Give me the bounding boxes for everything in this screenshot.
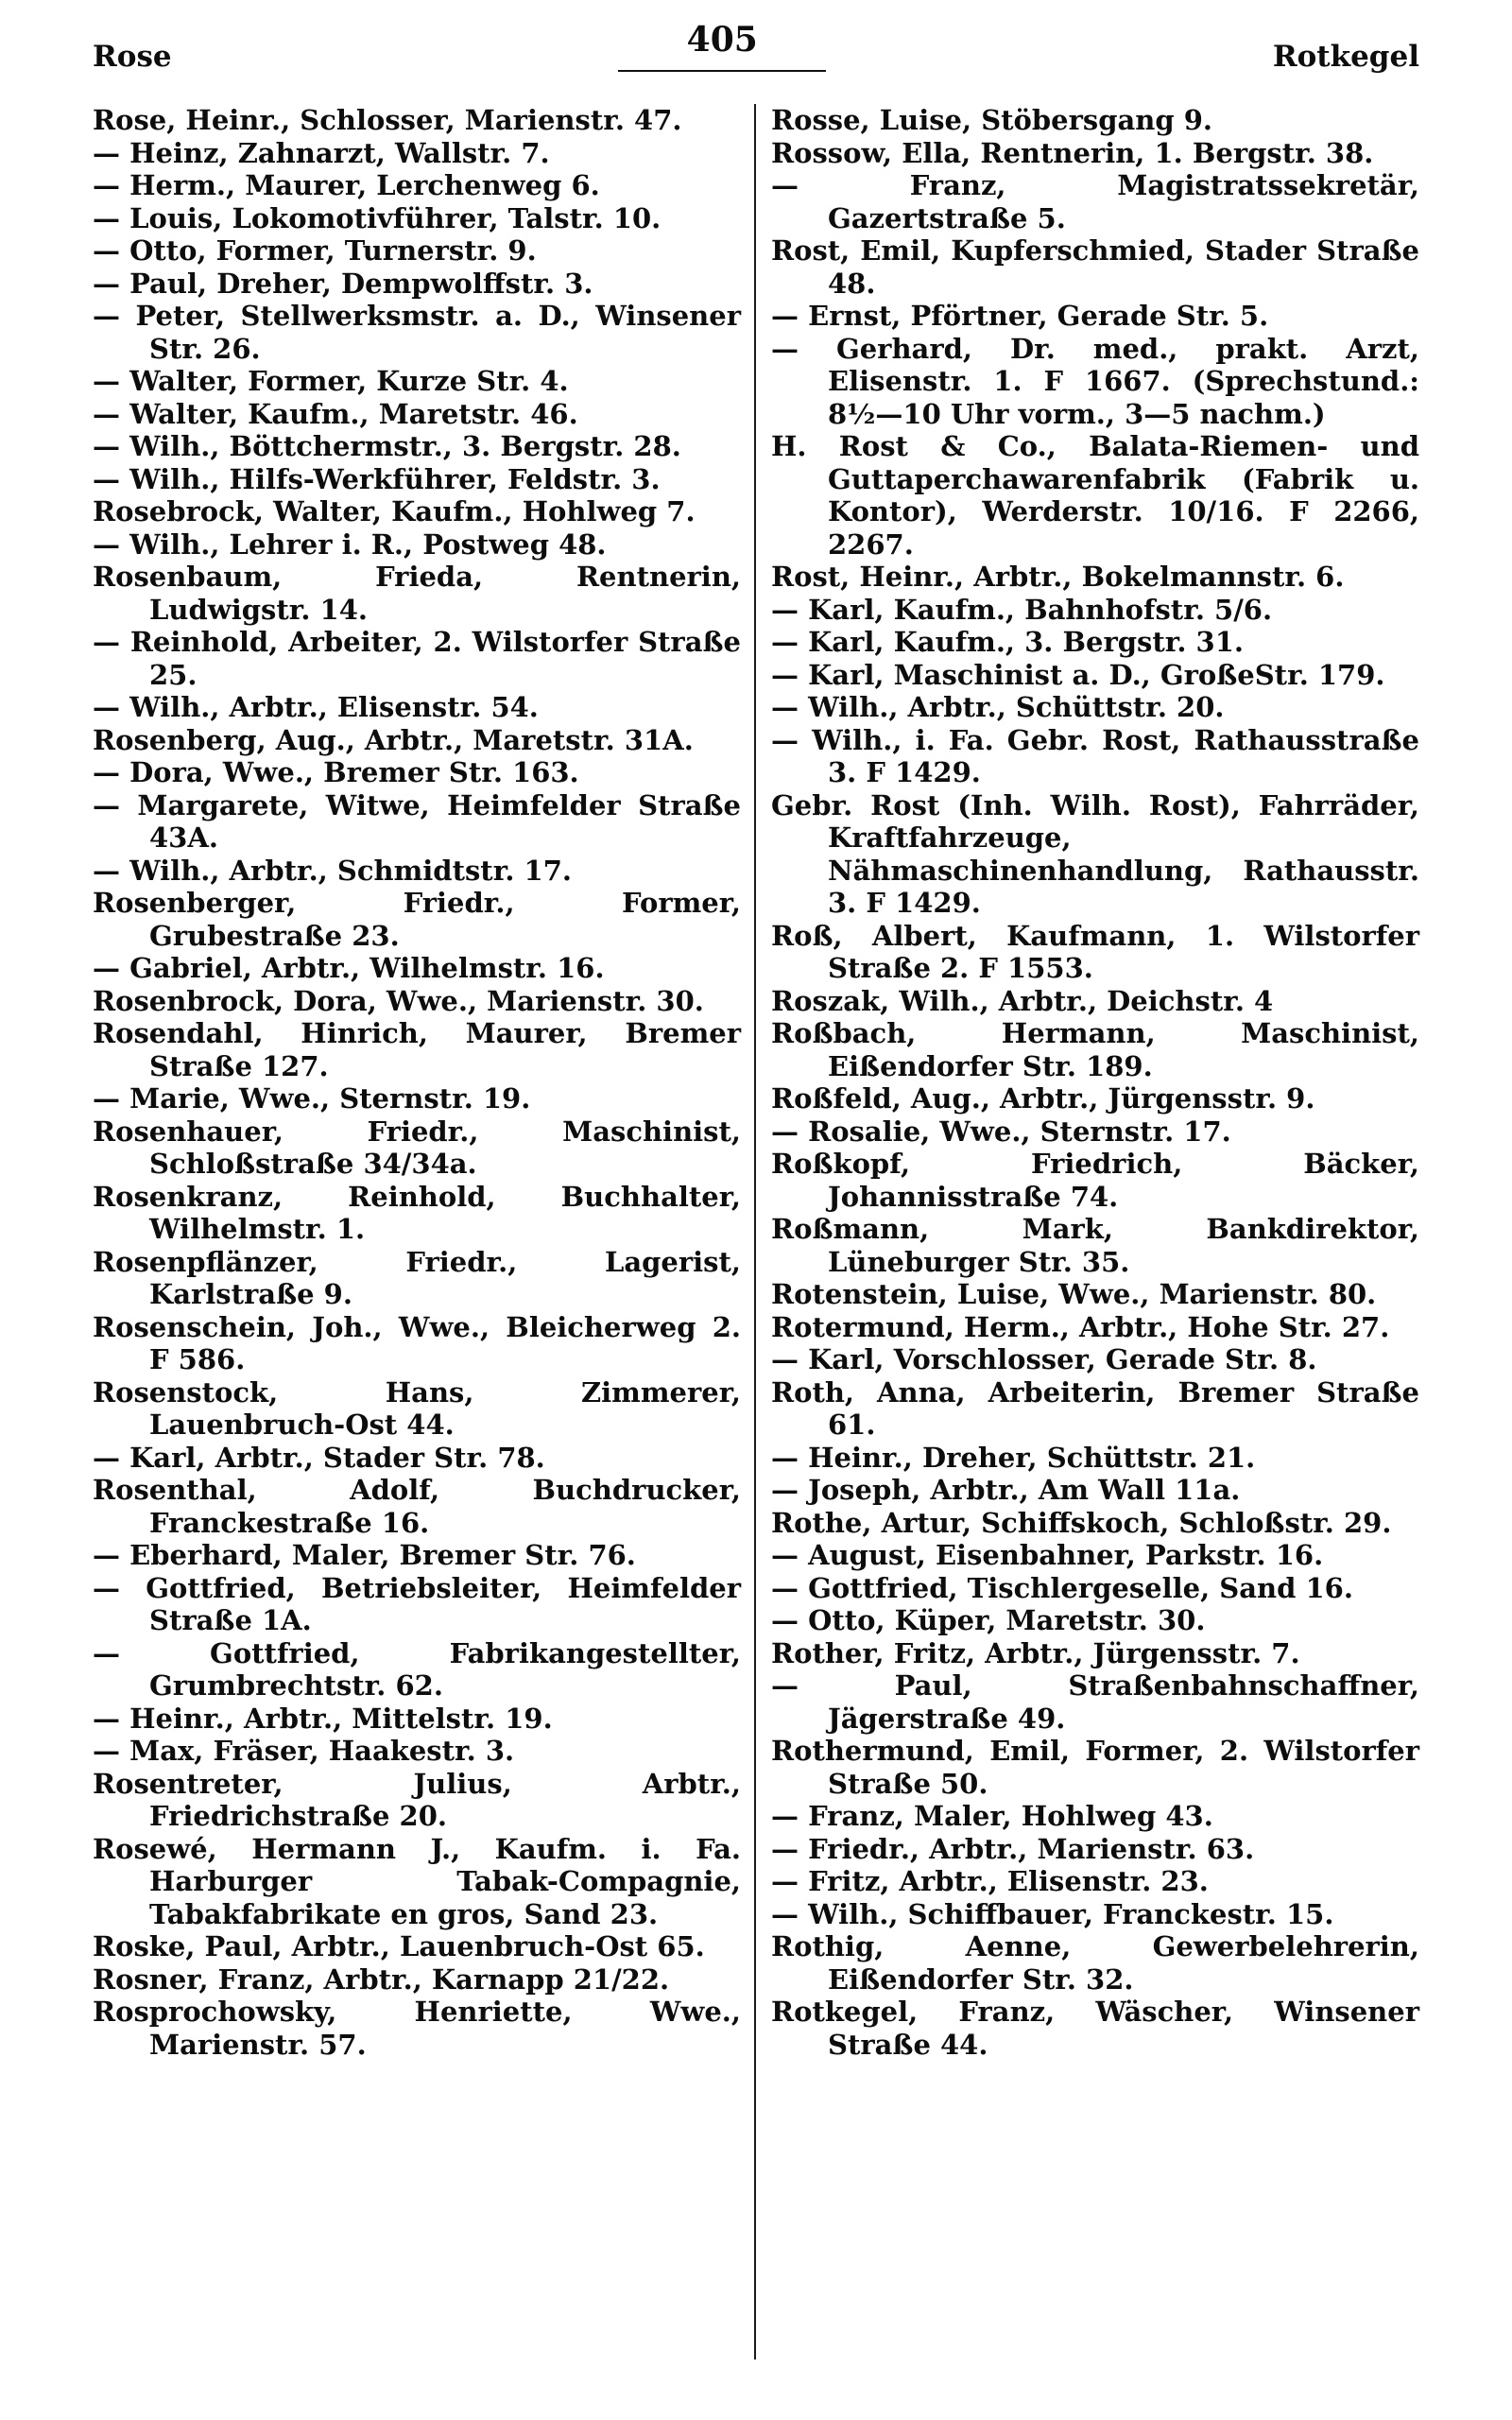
directory-entry: Rotenstein, Luise, Wwe., Marienstr. 80. [771, 1278, 1377, 1310]
directory-entry: — Wilh., Hilfs-Werkführer, Feldstr. 3. [93, 462, 661, 495]
directory-entry: — Peter, Stellwerksmstr. a. D., Winsener Str. 26. [93, 300, 741, 365]
directory-entry: — Dora, Wwe., Bremer Str. 163. [93, 756, 579, 788]
directory-entry: Rosenschein, Joh., Wwe., Bleicherweg 2. F 586. [93, 1310, 741, 1375]
directory-entry: — Heinr., Arbtr., Mittelstr. 19. [93, 1702, 553, 1735]
directory-entry: Rosse, Luise, Stöbersgang 9. [771, 104, 1213, 136]
directory-entry: Rother, Fritz, Arbtr., Jürgensstr. 7. [771, 1636, 1300, 1669]
directory-entry: Rotermund, Herm., Arbtr., Hohe Str. 27. [771, 1310, 1390, 1343]
directory-entry: Rosenthal, Adolf, Buchdrucker, Franckestraße 16. [93, 1474, 741, 1539]
directory-entry: — Ernst, Pförtner, Gerade Str. 5. [771, 300, 1269, 332]
running-head [93, 21, 1419, 78]
directory-entry: — Heinz, Zahnarzt, Wallstr. 7. [93, 136, 550, 169]
directory-entry: Rossow, Ella, Rentnerin, 1. Bergstr. 38. [771, 136, 1374, 169]
directory-entry: Rosenbaum, Frieda, Rentnerin, Ludwigstr. 14. [93, 561, 741, 626]
directory-entry: — Wilh., Arbtr., Schüttstr. 20. [771, 691, 1225, 723]
directory-entry: — Gottfried, Betriebsleiter, Heimfelder Straße 1A. [93, 1571, 741, 1636]
directory-entry: Rosenhauer, Friedr., Maschinist, Schloßstraße 34/34a. [93, 1115, 741, 1180]
directory-entry: — Walter, Former, Kurze Str. 4. [93, 365, 569, 397]
directory-entry: — Paul, Dreher, Dempwolffstr. 3. [93, 267, 593, 300]
directory-entry: — Wilh., Lehrer i. R., Postweg 48. [93, 527, 607, 561]
directory-entry: — Fritz, Arbtr., Elisenstr. 23. [771, 1865, 1209, 1897]
directory-entry: Roßkopf, Friedrich, Bäcker, Johannisstraße 74. [771, 1148, 1419, 1213]
right-column [756, 104, 1419, 2360]
directory-entry: — Gottfried, Fabrikangestellter, Grumbrechtstr. 62. [93, 1636, 741, 1702]
directory-entry: Rosenkranz, Reinhold, Buchhalter, Wilhelmstr. 1. [93, 1180, 741, 1245]
directory-entry: — Otto, Former, Turnerstr. 9. [93, 234, 537, 267]
directory-entry: — Rosalie, Wwe., Sternstr. 17. [771, 1115, 1231, 1148]
directory-entry: — Franz, Maler, Hohlweg 43. [771, 1800, 1213, 1832]
directory-entry: Rothe, Artur, Schiffskoch, Schloßstr. 29. [771, 1506, 1392, 1539]
directory-entry: Rost, Heinr., Arbtr., Bokelmannstr. 6. [771, 561, 1345, 593]
directory-entry: — Margarete, Witwe, Heimfelder Straße 43A. [93, 788, 741, 854]
directory-entry: Gebr. Rost (Inh. Wilh. Rost), Fahrräder, Kraftfahrzeuge, Nähmaschinenhandlung, Rathausstr. 3. F 1429. [771, 788, 1419, 919]
page-number-block [618, 21, 826, 72]
directory-entry: Rosebrock, Walter, Kaufm., Hohlweg 7. [93, 495, 696, 527]
directory-entry: — Max, Fräser, Haakestr. 3. [93, 1735, 515, 1767]
directory-entry: Rosendahl, Hinrich, Maurer, Bremer Straße 127. [93, 1017, 741, 1082]
directory-entry: — Friedr., Arbtr., Marienstr. 63. [771, 1832, 1255, 1865]
directory-entry: — Franz, Magistratssekretär, Gazertstraße 5. [771, 169, 1419, 234]
directory-entry: — Wilh., Arbtr., Schmidtstr. 17. [93, 854, 572, 887]
directory-entry: Rosner, Franz, Arbtr., Karnapp 21/22. [93, 1962, 670, 1996]
directory-entry: — Wilh., Schiffbauer, Franckestr. 15. [771, 1897, 1334, 1930]
directory-entry: — Wilh., Böttchermstr., 3. Bergstr. 28. [93, 430, 681, 462]
directory-entry: Roske, Paul, Arbtr., Lauenbruch-Ost 65. [93, 1930, 705, 1962]
directory-entry: Roszak, Wilh., Arbtr., Deichstr. 4 [771, 984, 1274, 1017]
directory-entry: Rothermund, Emil, Former, 2. Wilstorfer Straße 50. [771, 1735, 1419, 1800]
directory-entry: — Walter, Kaufm., Maretstr. 46. [93, 397, 578, 430]
directory-entry: Rosenberg, Aug., Arbtr., Maretstr. 31A. [93, 723, 694, 756]
header-right-keyword: Rotkegel [1272, 40, 1419, 74]
directory-entry: Rosewé, Hermann J., Kaufm. i. Fa. Harburger Tabak-Compagnie, Tabakfabrikate en gros, Sand 23. [93, 1832, 741, 1930]
directory-entry: — Karl, Maschinist a. D., GroßeStr. 179. [771, 658, 1385, 691]
directory-entry: — Karl, Vorschlosser, Gerade Str. 8. [771, 1343, 1317, 1375]
directory-entry: — Heinr., Dreher, Schüttstr. 21. [771, 1441, 1256, 1474]
directory-entry: Roth, Anna, Arbeiterin, Bremer Straße 61. [771, 1375, 1419, 1441]
page-number: 405 [686, 20, 758, 60]
directory-entry: Rosenberger, Friedr., Former, Grubestraße 23. [93, 887, 741, 952]
directory-entry: — Gabriel, Arbtr., Wilhelmstr. 16. [93, 952, 605, 984]
directory-entry: — Eberhard, Maler, Bremer Str. 76. [93, 1539, 636, 1571]
directory-entry: Rose, Heinr., Schlosser, Marienstr. 47. [93, 104, 682, 136]
directory-entry: Roß, Albert, Kaufmann, 1. Wilstorfer Straße 2. F 1553. [771, 919, 1419, 984]
directory-entry: Rosprochowsky, Henriette, Wwe., Marienstr. 57. [93, 1996, 741, 2061]
directory-entry: — Gerhard, Dr. med., prakt. Arzt, Elisenstr. 1. F 1667. (Sprechstund.: 8½—10 Uhr vorm., 3—5 nachm.) [771, 332, 1419, 430]
directory-entry: — Karl, Arbtr., Stader Str. 78. [93, 1441, 545, 1474]
left-column [93, 104, 754, 2360]
directory-entry: Rost, Emil, Kupferschmied, Stader Straße 48. [771, 234, 1419, 300]
directory-entry: — Otto, Küper, Maretstr. 30. [771, 1604, 1206, 1636]
directory-entry: — Wilh., Arbtr., Elisenstr. 54. [93, 691, 539, 723]
directory-entry: — Karl, Kaufm., Bahnhofstr. 5/6. [771, 593, 1273, 626]
directory-entry: Rothig, Aenne, Gewerbelehrerin, Eißendorfer Str. 32. [771, 1930, 1419, 1996]
header-left-keyword: Rose [93, 40, 172, 74]
directory-entry: — Paul, Straßenbahnschaffner, Jägerstraße 49. [771, 1669, 1419, 1735]
directory-entry: Rosentreter, Julius, Arbtr., Friedrichstraße 20. [93, 1767, 741, 1832]
directory-entry: — Reinhold, Arbeiter, 2. Wilstorfer Straße 25. [93, 626, 741, 691]
header-rule [618, 70, 826, 72]
directory-entry: — Louis, Lokomotivführer, Talstr. 10. [93, 201, 662, 234]
directory-entry: Roßmann, Mark, Bankdirektor, Lüneburger Str. 35. [771, 1213, 1419, 1278]
directory-entry: — Wilh., i. Fa. Gebr. Rost, Rathausstraße 3. F 1429. [771, 723, 1419, 788]
directory-entry: — Joseph, Arbtr., Am Wall 11a. [771, 1474, 1241, 1506]
directory-entry: Roßfeld, Aug., Arbtr., Jürgensstr. 9. [771, 1082, 1315, 1115]
directory-entry: — August, Eisenbahner, Parkstr. 16. [771, 1539, 1324, 1571]
directory-entry: Roßbach, Hermann, Maschinist, Eißendorfer Str. 189. [771, 1017, 1419, 1082]
directory-entry: H. Rost & Co., Balata-Riemen- und Guttaperchawarenfabrik (Fabrik u. Kontor), Werderstr. 10/16. F 2266, 2267. [771, 430, 1419, 561]
directory-entry: Rosenbrock, Dora, Wwe., Marienstr. 30. [93, 984, 704, 1017]
directory-entry: Rosenpflänzer, Friedr., Lagerist, Karlstraße 9. [93, 1245, 741, 1310]
directory-columns [93, 104, 1419, 2360]
directory-entry: — Marie, Wwe., Sternstr. 19. [93, 1082, 531, 1115]
directory-entry: — Herm., Maurer, Lerchenweg 6. [93, 169, 600, 201]
directory-entry: — Gottfried, Tischlergeselle, Sand 16. [771, 1571, 1353, 1604]
directory-entry: Rotkegel, Franz, Wäscher, Winsener Straße 44. [771, 1996, 1419, 2061]
directory-entry: — Karl, Kaufm., 3. Bergstr. 31. [771, 626, 1244, 658]
directory-entry: Rosenstock, Hans, Zimmerer, Lauenbruch-Ost 44. [93, 1375, 741, 1441]
